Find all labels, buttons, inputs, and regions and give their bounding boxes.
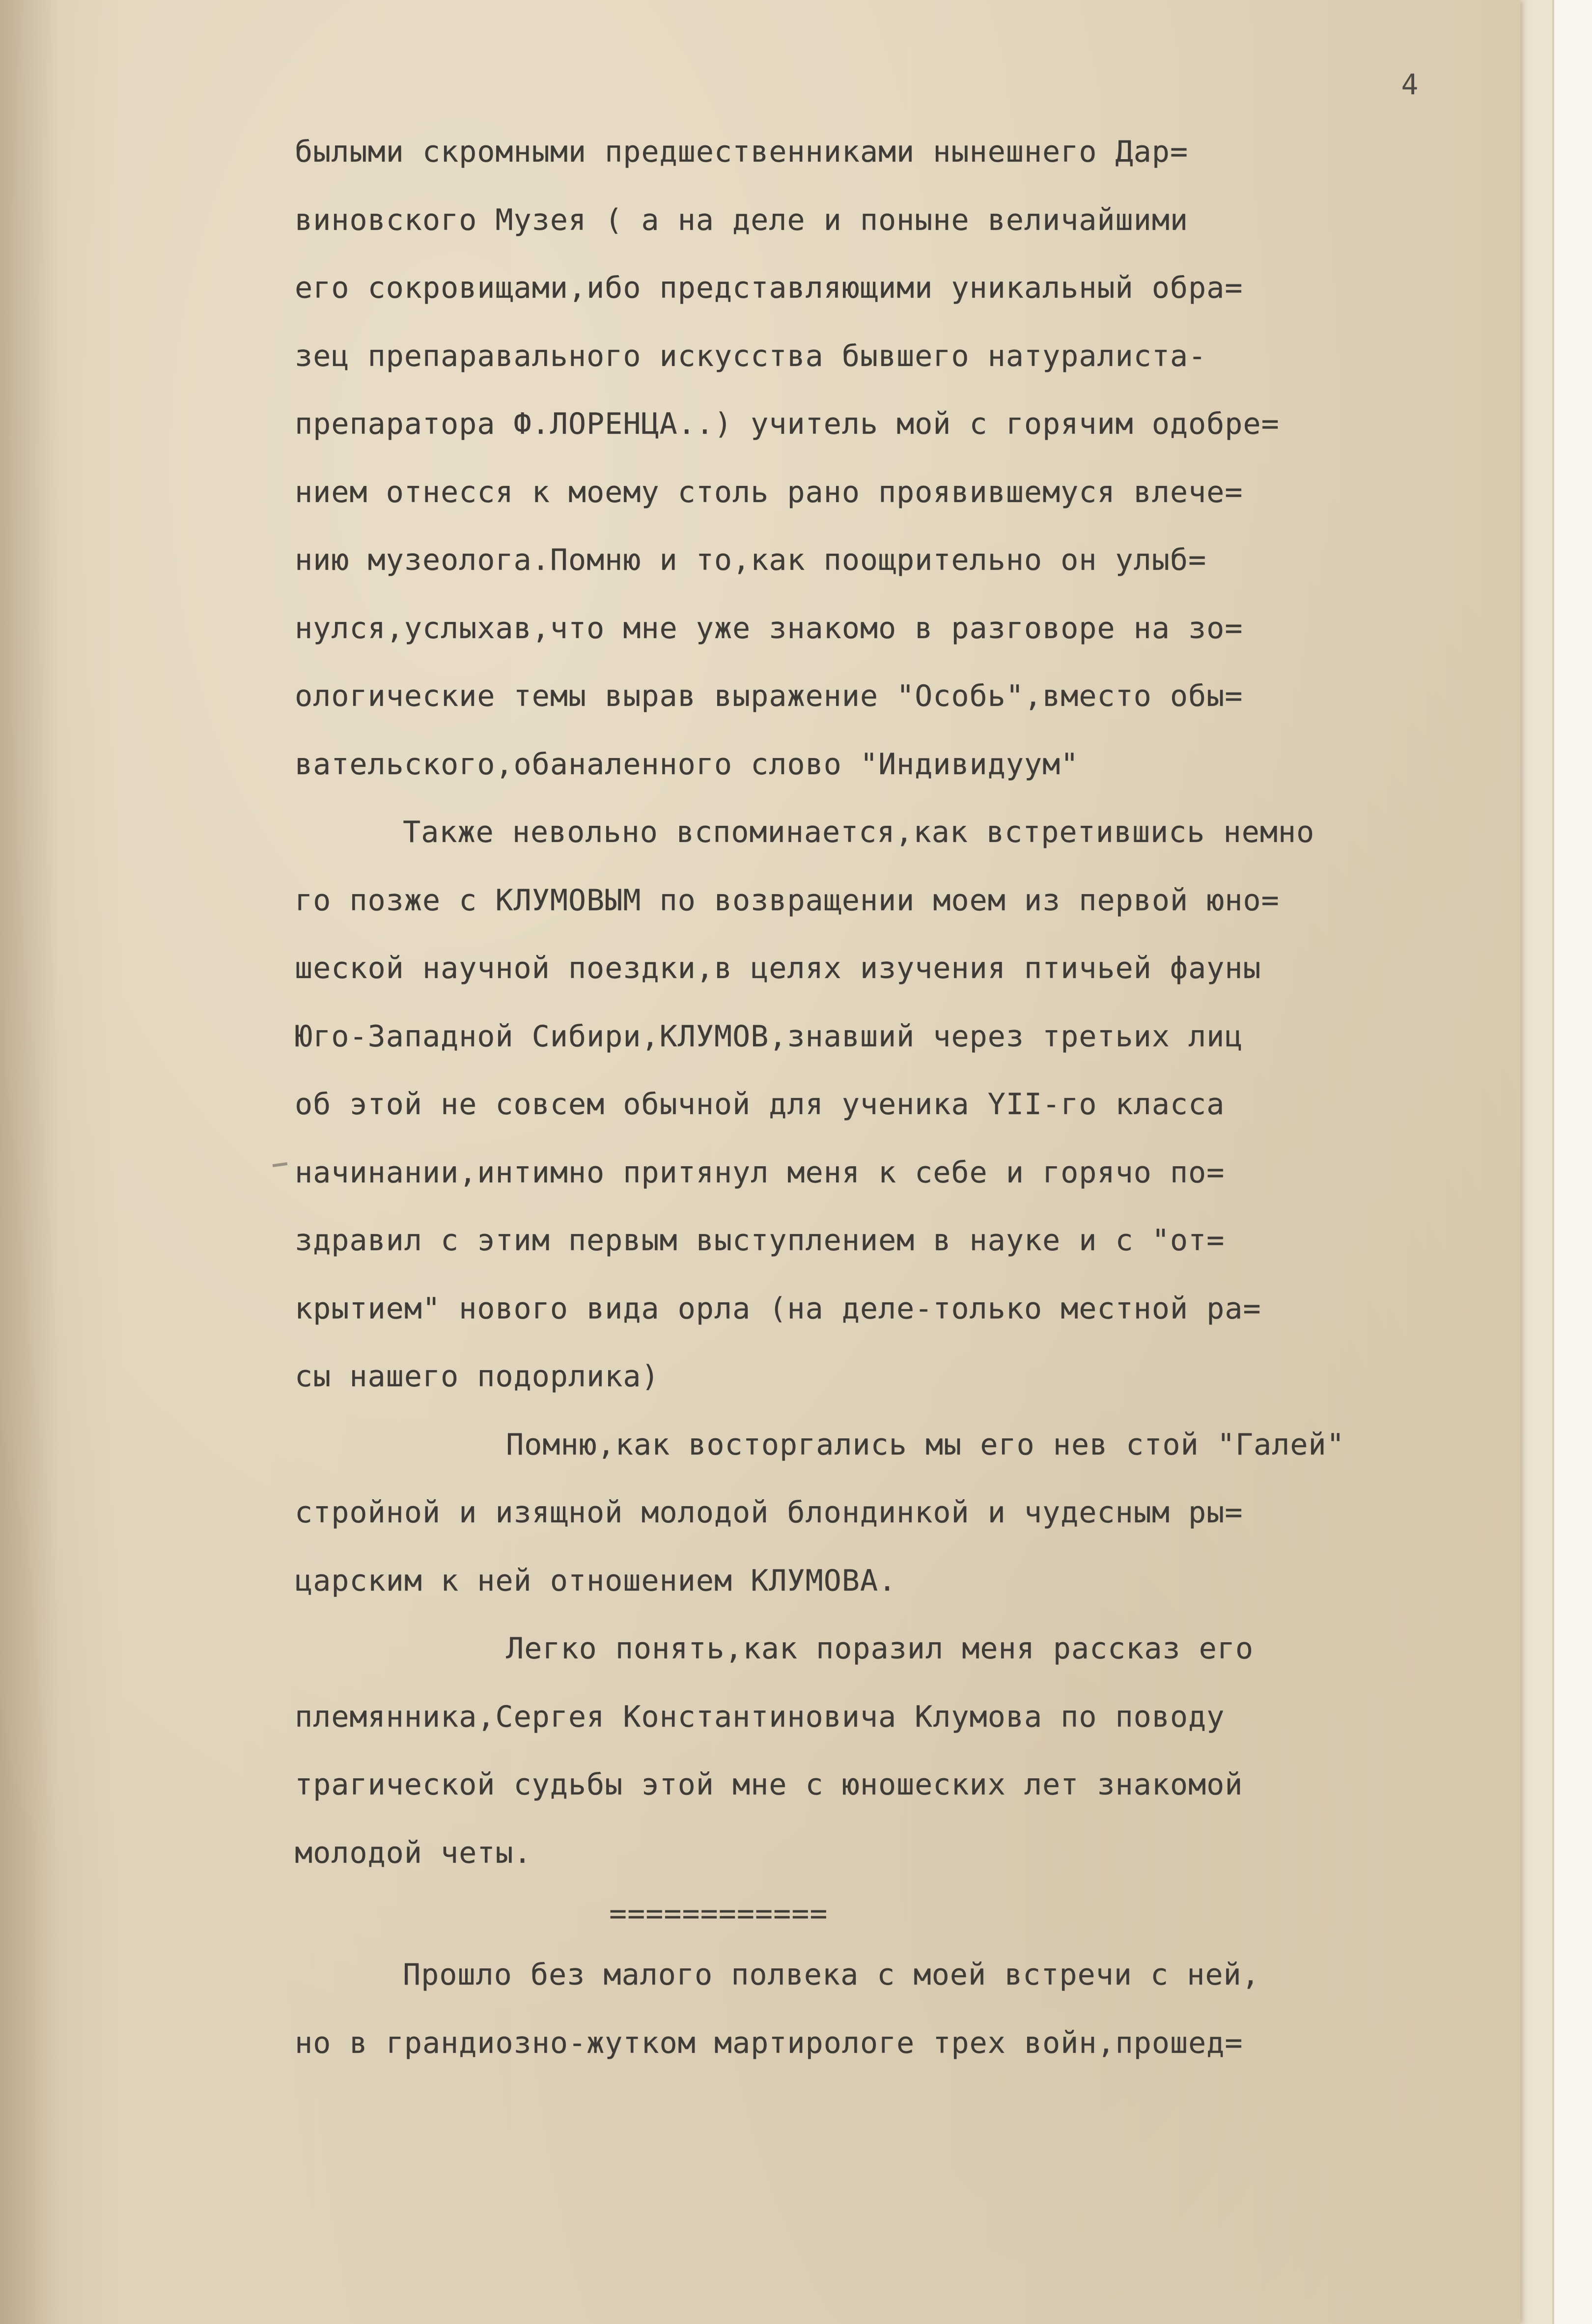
text-line: го позже с КЛУМОВЫМ по возвращении моем из первой юно=	[295, 883, 1280, 918]
text-line: Юго-Западной Сибири,КЛУМОВ,знавший через третьих лиц	[295, 1019, 1243, 1054]
binding-shadow	[0, 0, 59, 2324]
page-number: 4	[1401, 68, 1419, 101]
text-line: шеской научной поездки,в целях изучения птичьей фауны	[295, 951, 1261, 985]
text-line: зец препаравального искусства бывшего натуралиста-	[295, 338, 1207, 373]
text-line: об этой не совсем обычной для ученика YII-го класса	[295, 1087, 1225, 1121]
text-line: препаратора Ф.ЛОРЕНЦА..) учитель мой с горячим одобре=	[295, 407, 1280, 441]
text-line: царским к ней отношением КЛУМОВА.	[295, 1563, 897, 1598]
text-line: но в грандиозно-жутком мартирологе трех войн,прошед=	[295, 2025, 1243, 2060]
body-text	[295, 118, 1503, 2077]
text-line: крытием" нового вида орла (на деле-только местной ра=	[295, 1291, 1261, 1326]
text-line: сы нашего подорлика)	[295, 1359, 660, 1394]
paragraph-start-line: Также невольно вспоминается,как встретившись немно	[403, 815, 1315, 849]
text-line: ологические темы вырав выражение "Особь",вместо обы=	[295, 679, 1243, 713]
text-line: племянника,Сергея Константиновича Клумова по поводу	[295, 1699, 1225, 1734]
section-divider: ============	[609, 1897, 828, 1931]
text-line: нию музеолога.Помню и то,как поощрительно он улыб=	[295, 543, 1207, 577]
paragraph-start-line: Легко понять,как поразил меня рассказ его	[506, 1631, 1254, 1666]
text-line: былыми скромными предшественниками нынешнего Дар=	[295, 135, 1189, 169]
text-line: молодой четы.	[295, 1835, 532, 1870]
text-line: стройной и изящной молодой блондинкой и чудесным ры=	[295, 1495, 1243, 1530]
paragraph-start-line: Прошло без малого полвека с моей встречи с ней,	[403, 1958, 1260, 1992]
text-line: его сокровищами,ибо представляющими уникальный обра=	[295, 271, 1243, 305]
text-line: нулся,услыхав,что мне уже знакомо в разговоре на зо=	[295, 611, 1243, 645]
text-line: виновского Музея ( а на деле и поныне величайшими	[295, 202, 1189, 237]
paragraph-start-line: Помню,как восторгались мы его нев стой "Галей"	[506, 1427, 1345, 1462]
text-line: вательского,обаналенного слово "Индивидуум"	[295, 747, 1079, 782]
text-line: начинании,интимно притянул меня к себе и горячо по=	[295, 1155, 1225, 1190]
text-line: нием отнесся к моему столь рано проявившемуся влече=	[295, 475, 1243, 509]
text-line: здравил с этим первым выступлением в науке и с "от=	[295, 1223, 1225, 1258]
margin-pencil-mark	[273, 1162, 288, 1167]
text-line: трагической судьбы этой мне с юношеских лет знакомой	[295, 1767, 1243, 1802]
